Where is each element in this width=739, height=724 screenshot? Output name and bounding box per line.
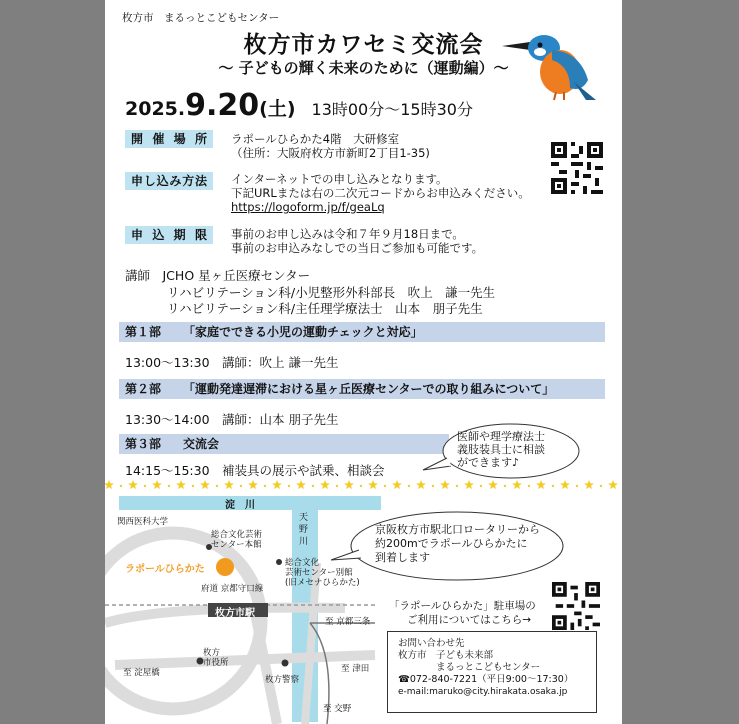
dot-icon [552, 485, 554, 487]
star-icon [320, 480, 330, 489]
star-icon [296, 480, 306, 489]
dot-icon [288, 485, 290, 487]
page-subtitle: ～ 子どもの輝く未来のために（運動編）～ [218, 59, 509, 77]
venue-line1: ラポールひらかた4階 大研修室 [231, 132, 400, 146]
map-sogo-line2: センター本館 [211, 540, 262, 550]
map-route-label: 府道 京都守口線 [201, 584, 264, 594]
map-annex-line3: (旧メセナひらかた) [285, 578, 360, 588]
map-rapport-label: ラポールひらかた [125, 564, 205, 575]
apply-line1: インターネットでの申し込みとなります。 [231, 172, 448, 186]
part-2-title: 「運動発達遅滞における星ヶ丘医療センターでの取り組みについて」 [183, 382, 555, 396]
contact-box [387, 631, 597, 713]
star-icon [128, 480, 138, 489]
lecturer-line1: 講師 JCHO 星ヶ丘医療センター [125, 268, 311, 283]
dot-icon [168, 485, 170, 487]
apply-url-link[interactable]: https://logoform.jp/f/geaLq [231, 200, 385, 214]
part-2-detail: 13:30～14:00 講師：山本 朋子先生 [125, 412, 339, 427]
star-icon [344, 480, 354, 489]
map-sogo-line1: 総合文化芸術 [211, 530, 263, 540]
star-icon [536, 480, 546, 489]
flyer-page [105, 0, 622, 724]
dot-icon [576, 485, 578, 487]
map-amano-label: 天 野 川 [299, 513, 309, 547]
map-kyoto-sanjo: 至 京都三条 [325, 617, 371, 627]
organizer: 枚方市 まるっとこどもセンター [122, 12, 280, 24]
dot-icon [528, 485, 530, 487]
map-police: 枚方警察 [265, 675, 300, 685]
kingfisher-icon [500, 22, 600, 102]
apply-label: 申し込み方法 [125, 172, 213, 190]
part-2-number: 第２部 [125, 382, 162, 396]
parking-link[interactable]: ご利用についてはこちら→ [407, 614, 532, 626]
map-katano: 至 交野 [323, 704, 352, 714]
date-year: 2025. [125, 98, 186, 120]
consult-line1: 医師や理学療法士 [457, 430, 545, 443]
star-icon [200, 480, 210, 489]
event-date [125, 88, 473, 123]
dot-icon [216, 485, 218, 487]
consult-bubble [457, 430, 545, 469]
access-bubble [375, 523, 540, 565]
contact-line2: 枚方市 子ども未来部 [398, 650, 494, 661]
star-icon [248, 480, 258, 489]
parking-info [389, 599, 536, 627]
dot-icon [384, 485, 386, 487]
star-icon [368, 480, 378, 489]
rapport-marker [216, 558, 234, 576]
lecturer-info [125, 268, 495, 318]
star-icon [272, 480, 282, 489]
dot-icon [504, 485, 506, 487]
dot-icon [336, 485, 338, 487]
map-tsuda: 至 津田 [341, 664, 370, 674]
part-1-detail: 13:00～13:30 講師：吹上 謙一先生 [125, 355, 339, 370]
dot-icon [240, 485, 242, 487]
apply-line2: 下記URLまたは右の二次元コードからお申込みください。 [231, 186, 530, 200]
dot-icon [192, 485, 194, 487]
access-line1: 京阪枚方市駅北口ロータリーから [375, 523, 540, 536]
star-divider [105, 477, 622, 493]
parking-line1: 「ラポールひらかた」駐車場の [389, 600, 536, 612]
star-icon [224, 480, 234, 489]
venue-info [231, 132, 430, 160]
venue-line2: （住所：大阪府枚方市新町2丁目1-35) [231, 146, 430, 160]
page-title: 枚方市カワセミ交流会 [243, 32, 484, 58]
star-icon [392, 480, 402, 489]
star-icon [584, 480, 594, 489]
map-station-label: 枚方市駅 [215, 608, 255, 619]
part-3-detail: 14:15～15:30 補装具の展示や試乗、相談会 [125, 463, 385, 478]
star-icon [560, 480, 570, 489]
part-3-title: 交流会 [183, 437, 220, 451]
map-city-hall-line2: 市役所 [203, 658, 229, 668]
date-dow: (土) [259, 98, 296, 120]
deadline-info [231, 227, 483, 255]
part-1-number: 第１部 [125, 325, 162, 339]
consult-line2: 義肢装具士に相談 [457, 443, 545, 456]
deadline-line1: 事前のお申し込みは令和７年９月18日まで。 [231, 227, 464, 241]
map-city-hall-line1: 枚方 [203, 648, 221, 658]
program-part-2 [119, 379, 605, 399]
dot-icon [360, 485, 362, 487]
map-yodoyabashi: 至 淀屋橋 [123, 668, 160, 678]
date-month-day: 9.20 [185, 88, 260, 123]
map-sogo-main [211, 530, 262, 550]
contact-email[interactable]: e-mail:maruko@city.hirakata.osaka.jp [398, 687, 568, 697]
contact-line3: まるっとこどもセンター [436, 662, 541, 673]
dot-icon [120, 485, 122, 487]
lecturer-line3: リハビリテーション科/主任理学療法士 山本 朋子先生 [167, 301, 483, 316]
map-city-hall [203, 648, 229, 668]
part-1-title: 「家庭でできる小児の運動チェックと対応」 [183, 325, 423, 339]
star-icon [176, 480, 186, 489]
deadline-label: 申込期限 [125, 226, 213, 244]
star-icon [608, 480, 618, 489]
dot-icon [144, 485, 146, 487]
deadline-line2: 事前のお申込みなしでの当日ご参加も可能です。 [231, 241, 484, 255]
map-river-label: 淀 川 [225, 500, 255, 511]
star-icon [512, 480, 522, 489]
program-part-3 [119, 434, 449, 454]
apply-qr-code[interactable] [551, 142, 603, 194]
star-icon [488, 480, 498, 489]
venue-label: 開催場所 [125, 130, 213, 148]
dot-icon [408, 485, 410, 487]
star-icon [416, 480, 426, 489]
star-icon [152, 480, 162, 489]
part-3-number: 第３部 [125, 437, 162, 451]
parking-qr-code[interactable] [552, 582, 600, 630]
star-icon [105, 480, 114, 489]
star-icon [464, 480, 474, 489]
lecturer-line2: リハビリテーション科/小児整形外科部長 吹上 謙一先生 [167, 284, 496, 300]
consult-line3: ができます♪ [457, 456, 520, 469]
dot-icon [600, 485, 602, 487]
access-line3: 到着します [375, 551, 430, 564]
dot-icon [312, 485, 314, 487]
map-annex-line1: 総合文化 [285, 558, 320, 568]
program-part-1 [119, 322, 605, 342]
access-line2: 約200mでラポールひらかたに [375, 537, 528, 550]
map-kansai-med: 関西医科大学 [117, 517, 169, 527]
contact-phone: ☎072-840-7221（平日9:00～17:30） [398, 674, 574, 685]
dot-icon [456, 485, 458, 487]
dot-icon [480, 485, 482, 487]
dot-icon [432, 485, 434, 487]
star-icon [440, 480, 450, 489]
contact-line1: お問い合わせ先 [398, 638, 465, 649]
map-annex-line2: 芸術センター別館 [285, 568, 353, 578]
event-time: 13時00分～15時30分 [311, 100, 473, 119]
dot-icon [264, 485, 266, 487]
apply-info [231, 172, 530, 214]
